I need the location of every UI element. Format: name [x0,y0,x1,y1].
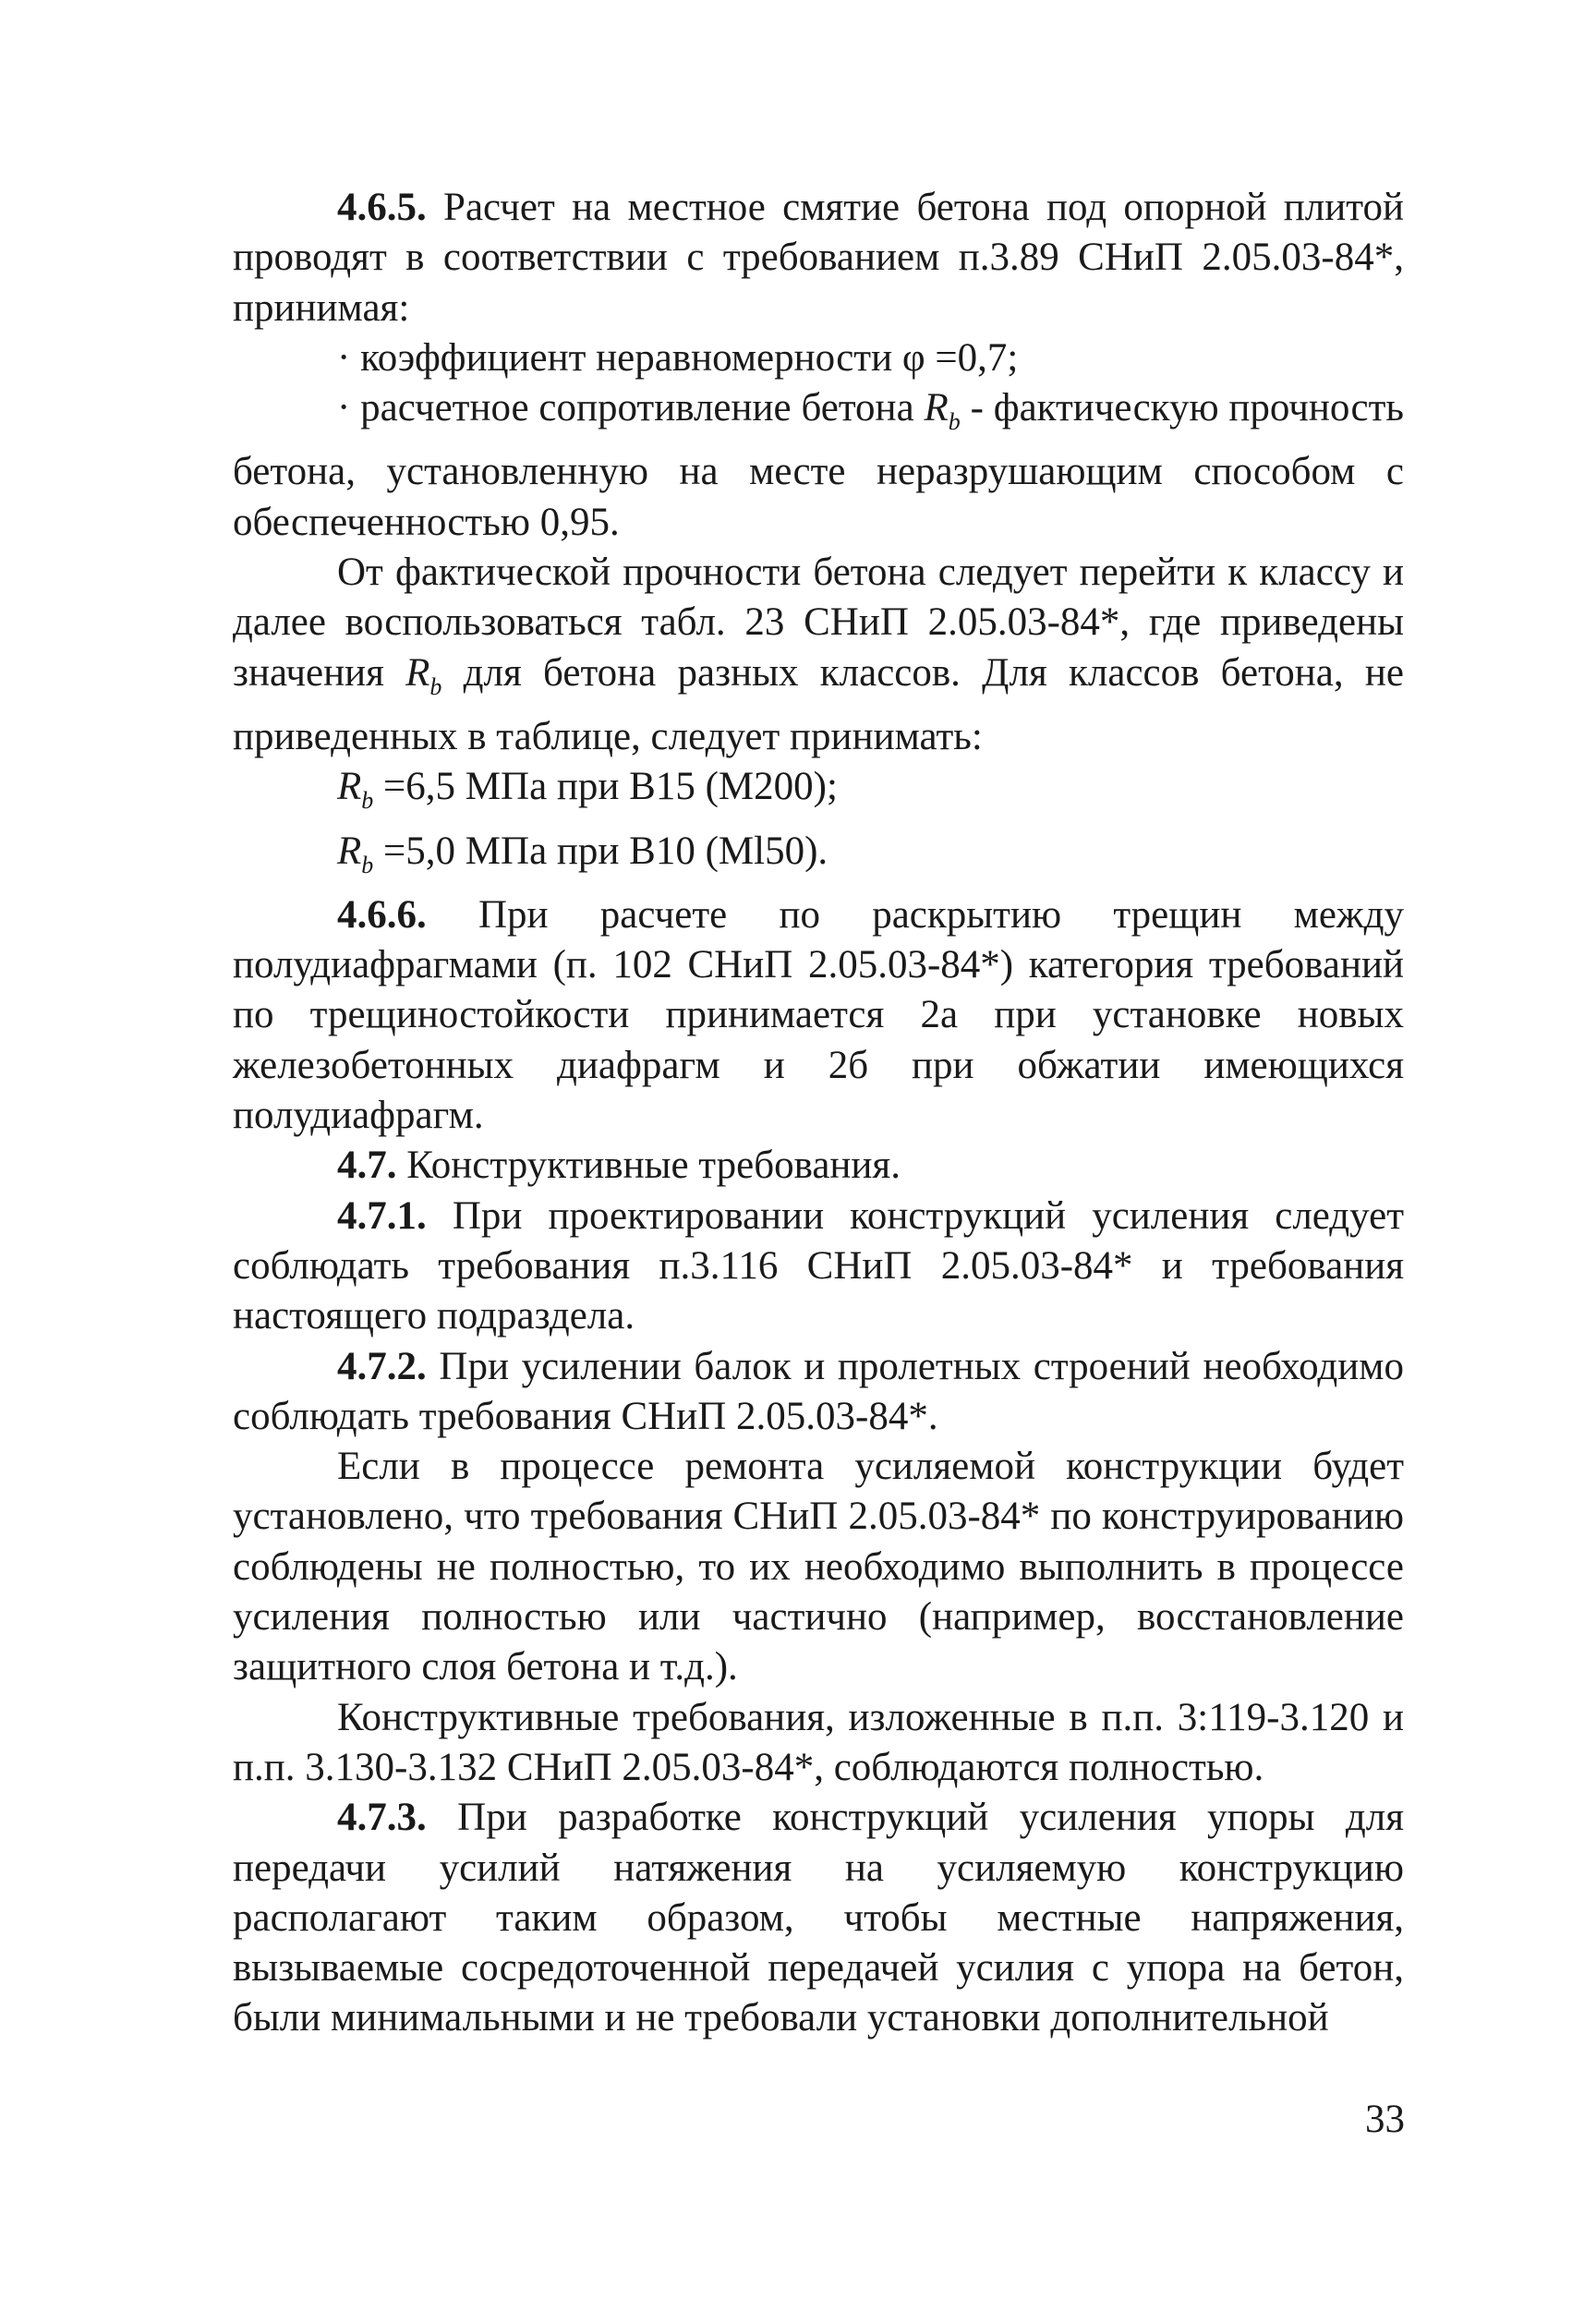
paragraph-text: для бетона разных классов. Для классов бетона, не приведенных в таблице, следует принимать: [233,650,1404,758]
clause-number: 4.7.3. [337,1796,427,1840]
rb-value-b10 [233,827,1404,890]
rb-symbol: R [924,386,949,430]
rb-symbol: R [337,829,362,873]
paragraph-4-6-6 [233,890,1404,1141]
paragraph-constructive: Конструктивные требования, изложенные в п.п. 3:119-3.120 и п.п. 3.130-3.132 СНиП 2.05.03-84*, соблюдаются полностью. [233,1695,1404,1789]
rb-value-text: =6,5 МПа при В15 (М200); [373,765,838,809]
rb-subscript: b [948,408,961,436]
clause-number: 4.7.1. [337,1193,427,1238]
rb-value-b15 [233,762,1404,826]
page-number: 33 [1365,2098,1405,2141]
paragraph-text: При проектировании конструкций усиления следует соблюдать требования п.3.116 СНиП 2.05.03-84* и требования настоящего подраздела. [233,1193,1404,1338]
body-text [233,183,1404,2044]
paragraph-repair: Если в процессе ремонта усиляемой конструкции будет установлено, что требования СНиП 2.05.03-84* по конструированию соблюдены не полностью, то их необходимо выполнить в процессе усиления полностью или частично (например, восстановление защитного слоя бетона и т.д.). [233,1445,1404,1689]
heading-text: Конструктивные требования. [396,1144,901,1188]
paragraph-4-7-3 [233,1793,1404,2043]
paragraph-text: От фактической прочности бетона следует перейти к классу и далее воспользоваться табл. 23 СНиП 2.05.03-84*, где приведены значения [233,551,1404,695]
clause-number: 4.6.5. [337,186,427,229]
paragraph-text: Расчет на местное смятие бетона под опорной плитой проводят в соответствии с требованием п.3.89 СНиП 2.05.03-84*, принимая: [233,186,1404,330]
clause-number: 4.6.6. [337,892,427,937]
paragraph-text: При расчете по раскрытию трещин между полудиафрагмами (п. 102 СНиП 2.05.03-84*) категория требований по трещиностойкости принимается 2а при установке новых железобетонных диафрагм и 2б при обжатии имеющихся полудиафрагм. [233,892,1404,1138]
paragraph-text: При разработке конструкций усиления упоры для передачи усилий натяжения на усиляемую конструкцию располагают таким образом, чтобы местные напряжения, вызываемые сосредоточенной передачей усилия с упора на бетон, были минимальными и не требовали установки дополнительной [233,1796,1404,2040]
bullet-coefficient: · коэффициент неравномерности φ =0,7; [337,335,1019,380]
bullet-design-resistance [233,383,1404,548]
paragraph-actual-strength [233,548,1404,762]
paragraph-4-7-1 [233,1192,1404,1342]
rb-symbol: R [337,765,362,809]
section-heading-4-7 [233,1141,1404,1191]
rb-subscript: b [361,787,374,815]
bullet-prefix: · расчетное сопротивление бетона [337,386,925,430]
paragraph-4-6-5 [233,183,1404,333]
rb-subscript: b [429,672,442,700]
rb-symbol: R [405,650,430,695]
clause-number: 4.7. [337,1144,397,1188]
rb-value-text: =5,0 МПа при В10 (Ml50). [373,829,828,873]
bullet-suffix: - фактическую прочность бетона, установленную на месте неразрушающим способом с обеспеченностью 0,95. [233,386,1404,544]
clause-number: 4.7.2. [337,1344,427,1388]
rb-subscript: b [361,851,374,878]
paragraph-text: При усилении балок и пролетных строений необходимо соблюдать требования СНиП 2.05.03-84*. [233,1344,1404,1438]
paragraph-4-7-2 [233,1342,1404,1443]
